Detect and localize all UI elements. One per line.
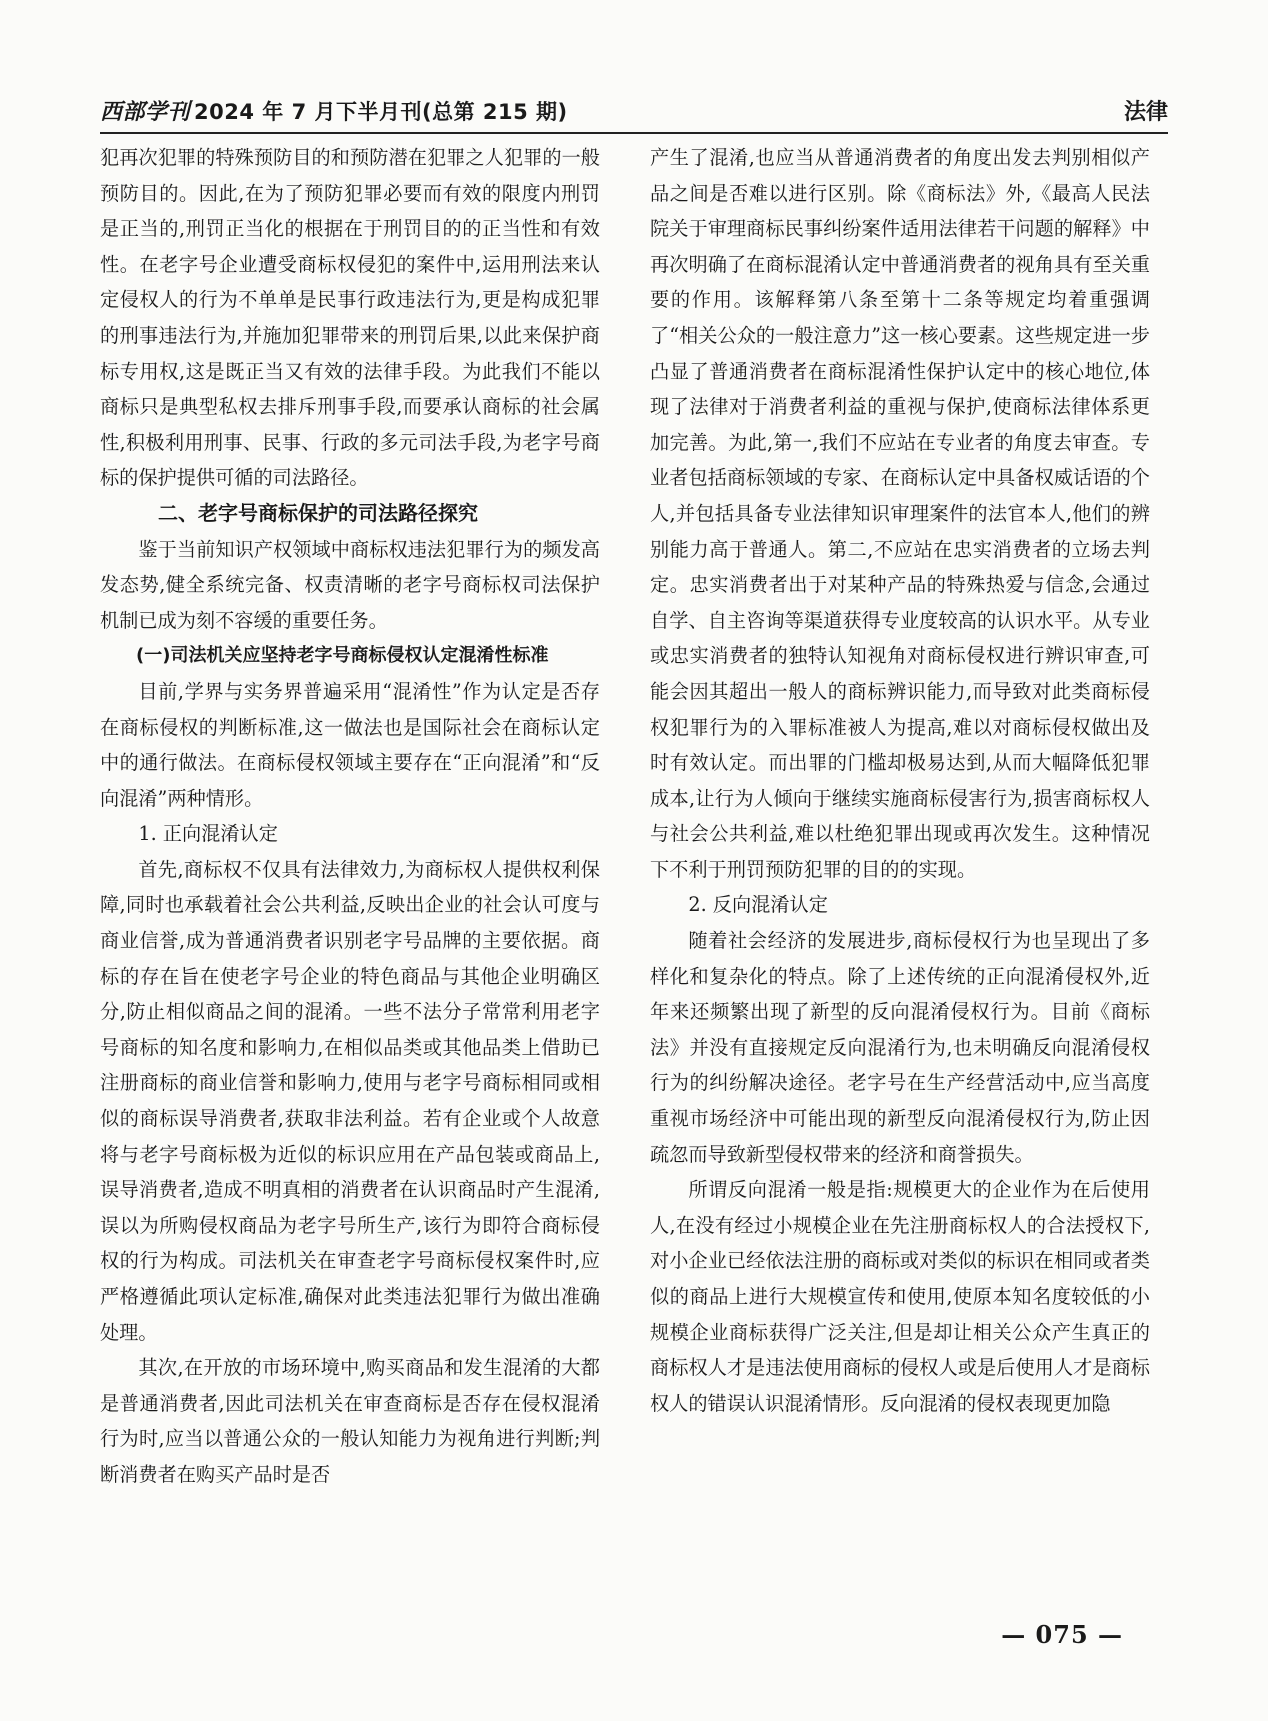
section-heading: 二、老字号商标保护的司法路径探究 (158, 500, 478, 525)
paragraph: 目前,学界与实务界普遍采用“混淆性”作为认定是否存在商标侵权的判断标准,这一做法也是国际社会在商标认定中的通行做法。在商标侵权领域主要存在“正向混淆”和“反向混淆”两种情形。 (100, 679, 600, 810)
sub-heading: 2. 反向混淆认定 (688, 893, 828, 917)
paragraph: 产生了混淆,也应当从普通消费者的角度出发去判别相似产品之间是否难以进行区别。除《商标法》外,《最高人民法院关于审理商标民事纠纷案件适用法律若干问题的解释》中再次明确了在商标混淆认定中普通消费者的视角具有至关重要的作用。该解释第八条至第十二条等规定均着重强调了“相关公众的一般注意力”这一核心要素。这些规定进一步凸显了普通消费者在商标混淆性保护认定中的核心地位,体现了法律对于消费者利益的重视与保护,使商标法律体系更加完善。为此,第一,我们不应站在专业者的角度去审查。专业者包括商标领域的专家、在商标认定中具备权威话语的个人,并包括具备专业法律知识审理案件的法官本人,他们的辨别能力高于普通人。第二,不应站在忠实消费者的立场去判定。忠实消费者出于对某种产品的特殊热爱与信念,会通过自学、自主咨询等渠道获得专业度较高的认识水平。从专业或忠实消费者的独特认知视角对商标侵权进行辨识审查,可能会因其超出一般人的商标辨识能力,而导致对此类商标侵权犯罪行为的入罪标准被人为提高,难以对商标侵权做出及时有效认定。而出罪的门槛却极易达到,从而大幅降低犯罪成本,让行为人倾向于继续实施商标侵害行为,损害商标权人与社会公共利益,难以杜绝犯罪出现或再次发生。这种情况下不利于刑罚预防犯罪的目的的实现。 (650, 146, 1150, 881)
sub-heading: 1. 正向混淆认定 (138, 822, 278, 846)
paragraph: 所谓反向混淆一般是指:规模更大的企业作为在后使用人,在没有经过小规模企业在先注册商标权人的合法授权下,对小企业已经依法注册的商标或对类似的标识在相同或者类似的商品上进行大规模宣传和使用,使原本知名度较低的小规模企业商标获得广泛关注,但是却让相关公众产生真正的商标权人才是违法使用商标的侵权人或是后使用人才是商标权人的错误认识混淆情形。反向混淆的侵权表现更加隐 (650, 1178, 1150, 1415)
journal-title (100, 95, 568, 126)
paragraph: 首先,商标权不仅具有法律效力,为商标权人提供权利保障,同时也承载着社会公共利益,反映出企业的社会认可度与商业信誉,成为普通消费者识别老字号品牌的主要依据。商标的存在旨在使老字号企业的特色商品与其他企业明确区分,防止相似商品之间的混淆。一些不法分子常常利用老字号商标的知名度和影响力,在相似品类或其他品类上借助已注册商标的商业信誉和影响力,使用与老字号商标相同或相似的商标误导消费者,获取非法利益。若有企业或个人故意将与老字号商标极为近似的标识应用在产品包装或商品上,误导消费者,造成不明真相的消费者在认识商品时产生混淆,误以为所购侵权商品为老字号所生产,该行为即符合商标侵权的行为构成。司法机关在审查老字号商标侵权案件时,应严格遵循此项认定标准,确保对此类违法犯罪行为做出准确处理。 (100, 857, 600, 1344)
journal-logo: 西部学刊 (100, 99, 191, 125)
paragraph: 鉴于当前知识产权领域中商标权违法犯罪行为的频发高发态势,健全系统完备、权责清晰的老字号商标权司法保护机制已成为刻不容缓的重要任务。 (100, 537, 600, 632)
paragraph: 犯再次犯罪的特殊预防目的和预防潜在犯罪之人犯罪的一般预防目的。因此,在为了预防犯罪必要而有效的限度内刑罚是正当的,刑罚正当化的根据在于刑罚目的的正当性和有效性。在老字号企业遭受商标权侵犯的案件中,运用刑法来认定侵权人的行为不单单是民事行政违法行为,更是构成犯罪的刑事违法行为,并施加犯罪带来的刑罚后果,以此来保护商标专用权,这是既正当又有效的法律手段。为此我们不能以商标只是典型私权去排斥刑事手段,而要承认商标的社会属性,积极利用刑事、民事、行政的多元司法手段,为老字号商标的保护提供可循的司法路径。 (100, 146, 600, 490)
paragraph: 其次,在开放的市场环境中,购买商品和发生混淆的大都是普通消费者,因此司法机关在审查商标是否存在侵权混淆行为时,应当以普通公众的一般认知能力为视角进行判断;判断消费者在购买产品时是否 (100, 1356, 601, 1486)
section-label: 法律 (1123, 100, 1168, 125)
right-column (650, 140, 1150, 1421)
paragraph: 随着社会经济的发展进步,商标侵权行为也呈现出了多样化和复杂化的特点。除了上述传统的正向混淆侵权外,近年来还频繁出现了新型的反向混淆侵权行为。目前《商标法》并没有直接规定反向混淆行为,也未明确反向混淆侵权行为的纠纷解决途径。老字号在生产经营活动中,应当高度重视市场经济中可能出现的新型反向混淆侵权行为,防止因疏忽而导致新型侵权带来的经济和商誉损失。 (650, 929, 1150, 1166)
page-number: — 075 — (1001, 1620, 1123, 1649)
page-header (100, 86, 1168, 134)
left-column (100, 140, 600, 1493)
subsection-heading: (一)司法机关应坚持老字号商标侵权认定混淆性标准 (136, 645, 549, 667)
issue-info: 2024 年 7 月下半月刊(总第 215 期) (194, 100, 568, 124)
